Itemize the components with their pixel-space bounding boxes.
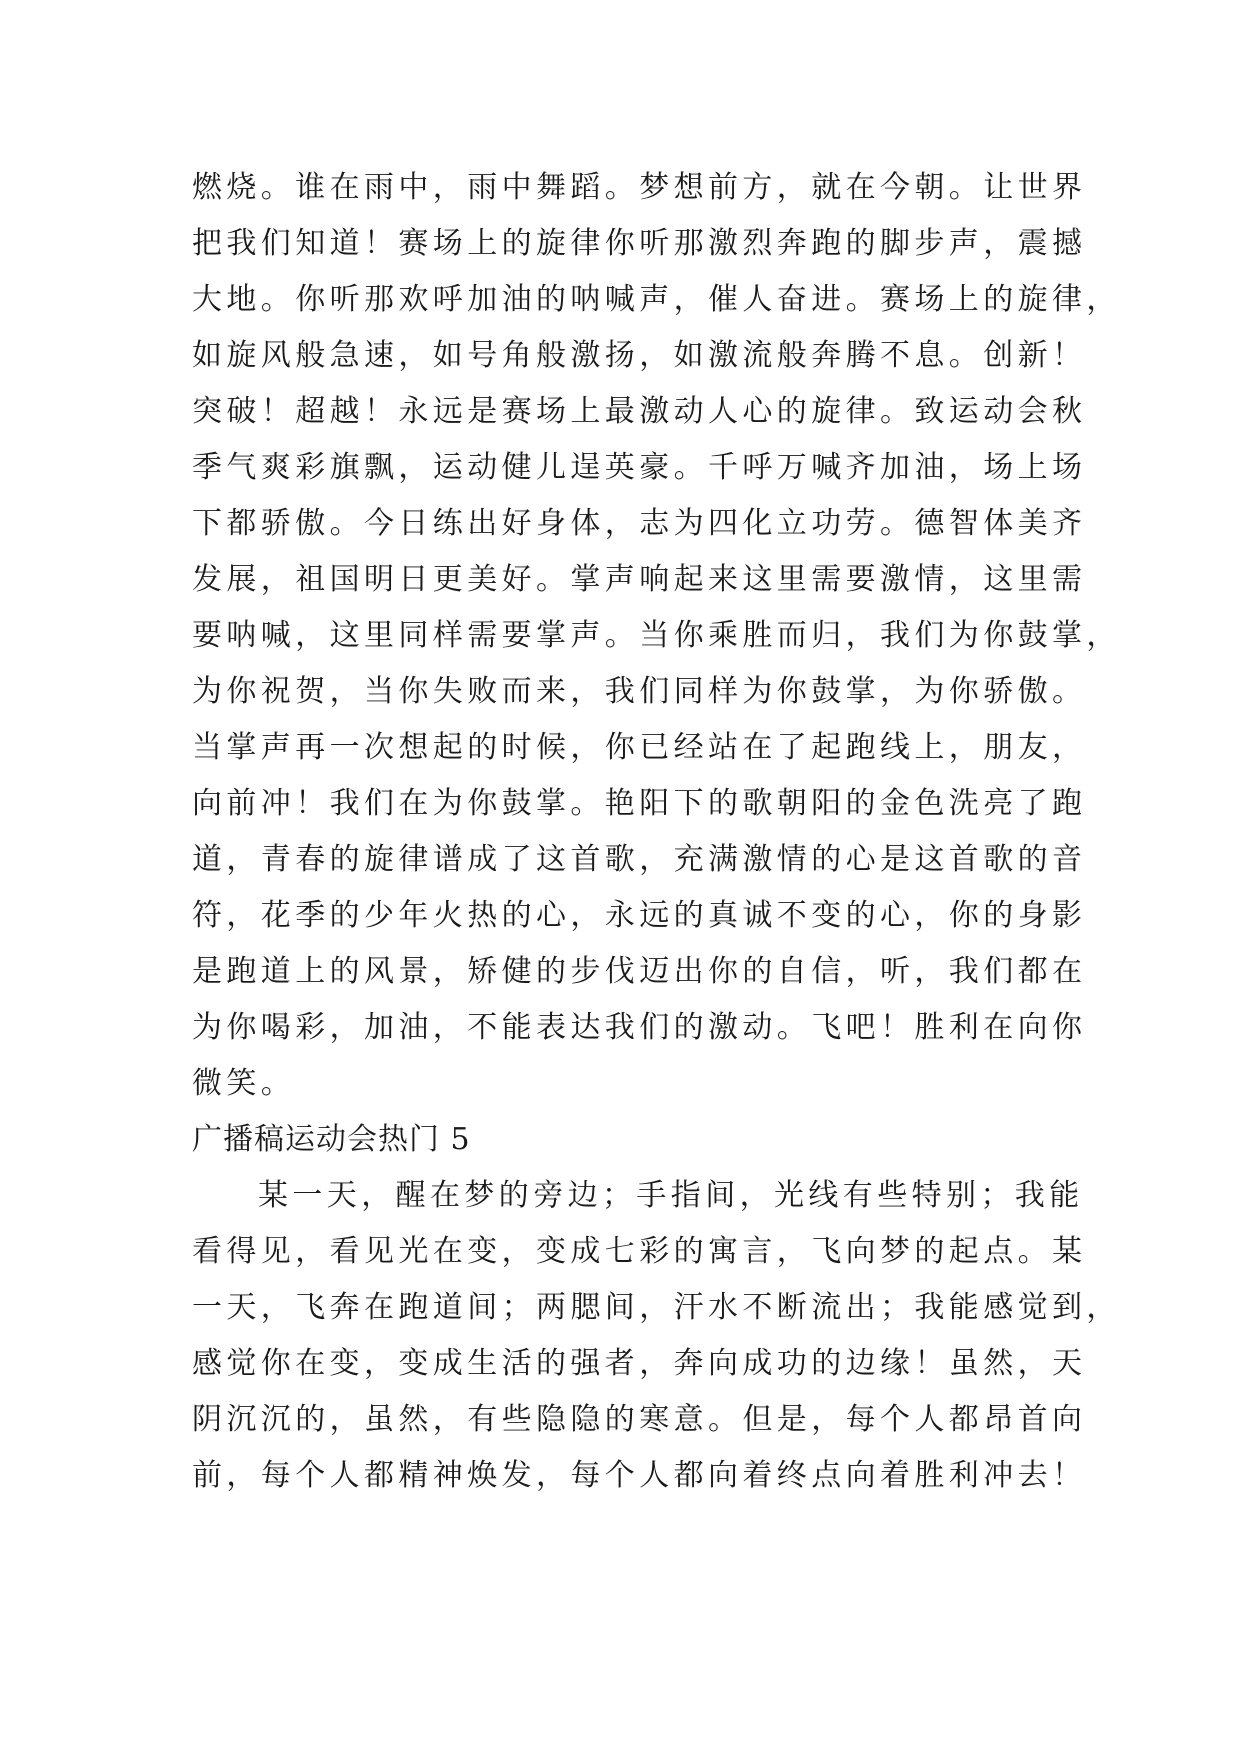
text-line: 为你祝贺，当你失败而来，我们同样为你鼓掌，为你骄傲。 (192, 674, 1087, 709)
text-line: 季气爽彩旗飘，运动健儿逞英豪。千呼万喊齐加油，场上场 (192, 450, 1087, 485)
text-line: 符，花季的少年火热的心，永远的真诚不变的心，你的身影 (192, 898, 1087, 933)
text-line: 如旋风般急速，如号角般激扬，如激流般奔腾不息。创新！ (192, 338, 1087, 373)
text-line: 为你喝彩，加油，不能表达我们的激动。飞吧！胜利在向你 (192, 1010, 1087, 1045)
text-line: 道，青春的旋律谱成了这首歌，充满激情的心是这首歌的音 (192, 842, 1087, 877)
text-line: 阴沉沉的，虽然，有些隐隐的寒意。但是，每个人都昂首向 (192, 1402, 1087, 1437)
text-line: 微笑。 (192, 1066, 296, 1101)
section-heading: 广播稿运动会热门 5 (192, 1122, 471, 1157)
text-line: 下都骄傲。今日练出好身体，志为四化立功劳。德智体美齐 (192, 506, 1087, 541)
text-line: 向前冲！我们在为你鼓掌。艳阳下的歌朝阳的金色洗亮了跑 (192, 786, 1087, 821)
text-line: 大地。你听那欢呼加油的呐喊声，催人奋进。赛场上的旋律， (192, 282, 1121, 317)
text-line: 突破！超越！永远是赛场上最激动人心的旋律。致运动会秋 (192, 394, 1087, 429)
text-line: 感觉你在变，变成生活的强者，奔向成功的边缘！虽然，天 (192, 1346, 1087, 1381)
document-body (192, 160, 1121, 1504)
text-line: 燃烧。谁在雨中，雨中舞蹈。梦想前方，就在今朝。让世界 (192, 170, 1087, 205)
text-line: 看得见，看见光在变，变成七彩的寓言，飞向梦的起点。某 (192, 1234, 1087, 1269)
text-line: 前，每个人都精神焕发，每个人都向着终点向着胜利冲去！ (192, 1458, 1087, 1493)
text-line: 是跑道上的风景，矫健的步伐迈出你的自信，听，我们都在 (192, 954, 1087, 989)
paragraph-first-line: 某一天，醒在梦的旁边；手指间，光线有些特别；我能 (258, 1178, 1084, 1213)
text-line: 当掌声再一次想起的时候，你已经站在了起跑线上，朋友， (192, 730, 1087, 765)
text-line: 一天，飞奔在跑道间；两腮间，汗水不断流出；我能感觉到， (192, 1290, 1121, 1325)
text-line: 要呐喊，这里同样需要掌声。当你乘胜而归，我们为你鼓掌， (192, 618, 1121, 653)
text-line: 把我们知道！赛场上的旋律你听那激烈奔跑的脚步声，震撼 (192, 226, 1087, 261)
text-line: 发展，祖国明日更美好。掌声响起来这里需要激情，这里需 (192, 562, 1087, 597)
